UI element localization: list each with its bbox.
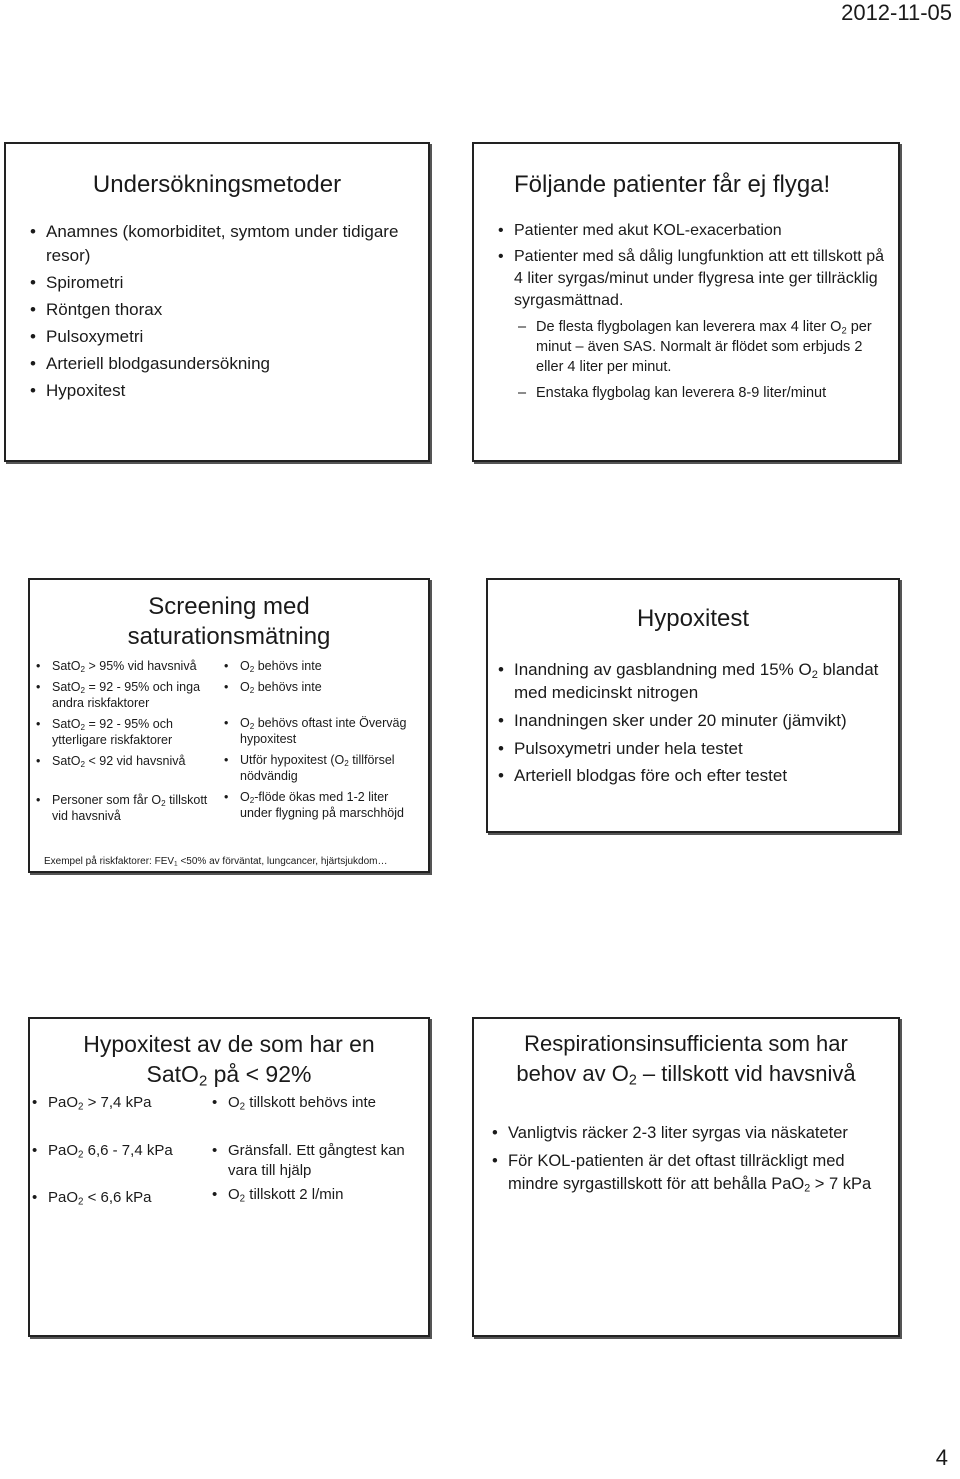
subscript: 2	[628, 1072, 637, 1089]
list-item: • Vanligtvis räcker 2-3 liter syrgas via näskateter	[490, 1122, 890, 1145]
text-part: < 92 vid havsnivå	[85, 754, 186, 768]
text-part: tillskott vid havsnivå	[52, 793, 208, 823]
text-part: tillförsel nödvändig	[240, 753, 395, 783]
slide-screening	[28, 578, 430, 873]
subscript: 2	[80, 723, 86, 733]
slide-hypoxitest	[486, 578, 900, 833]
slide-title: Följande patienter får ej flyga!	[514, 171, 831, 198]
list-item	[210, 1185, 416, 1205]
bullet-list	[496, 658, 892, 787]
list-item	[210, 1141, 416, 1181]
list-item	[222, 715, 422, 747]
riskfaktorer-note	[44, 856, 388, 867]
list-item: • Patienter med akut KOL-exacerbation	[496, 220, 892, 242]
list-item	[30, 1093, 216, 1113]
text-part: Utför hypoxitest (O	[240, 753, 345, 767]
text-part: behövs inte	[254, 659, 322, 673]
list-item: • Arteriell blodgasundersökning	[28, 352, 418, 376]
text-part: <50% av förväntat, lungcancer, hjärtsjukdom…	[177, 856, 388, 867]
slide-title: Hypoxitest	[636, 605, 750, 632]
slide-title	[60, 1029, 398, 1089]
text-part: < 6,6 kPa	[83, 1189, 152, 1206]
text-part: SatO	[52, 659, 81, 673]
text-part: PaO	[48, 1094, 79, 1111]
slide-undersokningsmetoder	[4, 142, 430, 462]
text-part: -flöde ökas med 1-2 liter under flygning på marschhöjd	[240, 790, 404, 820]
atgard-list	[210, 1093, 416, 1205]
slide-title: Screening med saturationsmätning	[127, 593, 331, 650]
list-item	[34, 716, 220, 748]
screening-right-list	[222, 658, 422, 821]
list-item	[34, 792, 220, 824]
text-part: SatO	[52, 680, 81, 694]
text-part: på < 92%	[207, 1061, 312, 1087]
sub-list-item: – Enstaka flygbolag kan leverera 8-9 liter/minut	[496, 383, 892, 403]
subscript: 2	[80, 686, 86, 696]
text-part: De flesta flygbolagen kan leverera max 4 liter O	[536, 319, 842, 335]
list-item: • Inandningen sker under 20 minuter (jämvikt)	[496, 709, 892, 732]
list-item: • Patienter med så dålig lungfunktion att ett tillskott på 4 liter syrgas/minut under flygresa inte ger tillräcklig syrgasmättnad.	[496, 246, 892, 312]
list-item	[30, 1141, 216, 1161]
text-part: För KOL-patienten är det oftast tillräckligt med mindre syrgastillskott för att behålla PaO	[508, 1152, 845, 1193]
text-part: O	[240, 790, 250, 804]
list-item: • Pulsoxymetri	[28, 325, 418, 349]
text-part: tillskott 2 l/min	[245, 1186, 344, 1203]
list-item	[496, 658, 892, 704]
text-part: SatO	[52, 754, 81, 768]
text-part: = 92 - 95% och ytterligare riskfaktorer	[52, 717, 173, 747]
list-item	[34, 658, 220, 674]
text-part: Hypoxitest av de som har en SatO	[83, 1031, 375, 1087]
list-item	[34, 753, 220, 769]
subscript: 2	[80, 760, 86, 770]
text-part: O	[240, 680, 250, 694]
subscript: 2	[249, 796, 255, 806]
slide-foljande-patienter	[472, 142, 900, 462]
list-item	[490, 1150, 890, 1196]
text-part: > 7,4 kPa	[83, 1094, 152, 1111]
text-part: per minut – även SAS. Normalt är flödet som erbjuds 2 eller 4 liter per minut.	[536, 319, 872, 375]
list-item: • Pulsoxymetri under hela testet	[496, 737, 892, 760]
text-part: Inandning av gasblandning med 15% O	[514, 660, 812, 679]
subscript: 1	[174, 860, 178, 868]
subscript: 2	[239, 1193, 246, 1205]
text-part: Gränsfall. Ett gångtest kan vara till hjälp	[228, 1142, 405, 1179]
pao2-list	[30, 1093, 216, 1208]
list-item	[222, 752, 422, 784]
text-part: O	[240, 716, 250, 730]
text-part: Personer som får O	[52, 793, 162, 807]
sub-list-item	[496, 317, 892, 377]
text-part: Exempel på riskfaktorer: FEV	[44, 856, 175, 867]
list-item: • Anamnes (komorbiditet, symtom under tidigare resor)	[28, 220, 418, 268]
subscript: 2	[78, 1196, 84, 1208]
subscript: 2	[249, 665, 255, 675]
subscript: 2	[249, 722, 255, 732]
text-part: O	[228, 1186, 240, 1203]
list-item	[210, 1093, 416, 1113]
screening-left-list	[34, 658, 220, 824]
subscript: 2	[239, 1101, 246, 1113]
slide-title	[494, 1029, 878, 1089]
subscript: 2	[198, 1072, 208, 1090]
list-item	[222, 789, 422, 821]
bullet-list	[490, 1122, 890, 1196]
subscript: 2	[161, 799, 166, 809]
bullet-list	[496, 220, 892, 403]
text-part: PaO	[48, 1142, 79, 1159]
text-part: blandat med medicinskt nitrogen	[514, 660, 879, 702]
subscript: 2	[78, 1149, 84, 1161]
list-item	[222, 658, 422, 674]
subscript: 2	[78, 1101, 84, 1113]
slide-hypoxitest-sato2	[28, 1017, 430, 1337]
text-part: SatO	[52, 717, 81, 731]
list-item	[222, 679, 422, 695]
slide-title: Undersökningsmetoder	[92, 171, 342, 198]
list-item: • Arteriell blodgas före och efter testet	[496, 764, 892, 787]
page-date: 2012-11-05	[841, 0, 952, 25]
list-item: • Röntgen thorax	[28, 298, 418, 322]
list-item	[30, 1188, 216, 1208]
text-part: O	[240, 659, 250, 673]
subscript: 2	[249, 686, 255, 696]
text-part: = 92 - 95% och inga andra riskfaktorer	[52, 680, 201, 710]
text-part: > 7 kPa	[810, 1175, 872, 1193]
bullet-list	[28, 220, 418, 403]
subscript: 2	[80, 665, 86, 675]
text-part: O	[228, 1094, 240, 1111]
text-part: 6,6 - 7,4 kPa	[83, 1142, 173, 1159]
list-item	[34, 679, 220, 711]
subscript: 2	[841, 324, 847, 336]
text-part: tillskott behövs inte	[245, 1094, 377, 1111]
list-item: • Hypoxitest	[28, 379, 418, 403]
subscript: 2	[811, 668, 818, 681]
text-part: – tillskott vid havsnivå	[636, 1061, 856, 1086]
text-part: > 95% vid havsnivå	[85, 659, 197, 673]
list-item: • Spirometri	[28, 271, 418, 295]
page-number: 4	[935, 1445, 948, 1470]
subscript: 2	[344, 759, 349, 769]
text-part: behövs oftast inte Överväg hypoxitest	[240, 716, 407, 746]
text-part: Respirationsinsufficienta som har behov av O	[516, 1031, 848, 1086]
subscript: 2	[804, 1182, 811, 1195]
slide-respirationsinsufficienta	[472, 1017, 900, 1337]
text-part: behövs inte	[254, 680, 322, 694]
text-part: PaO	[48, 1189, 79, 1206]
